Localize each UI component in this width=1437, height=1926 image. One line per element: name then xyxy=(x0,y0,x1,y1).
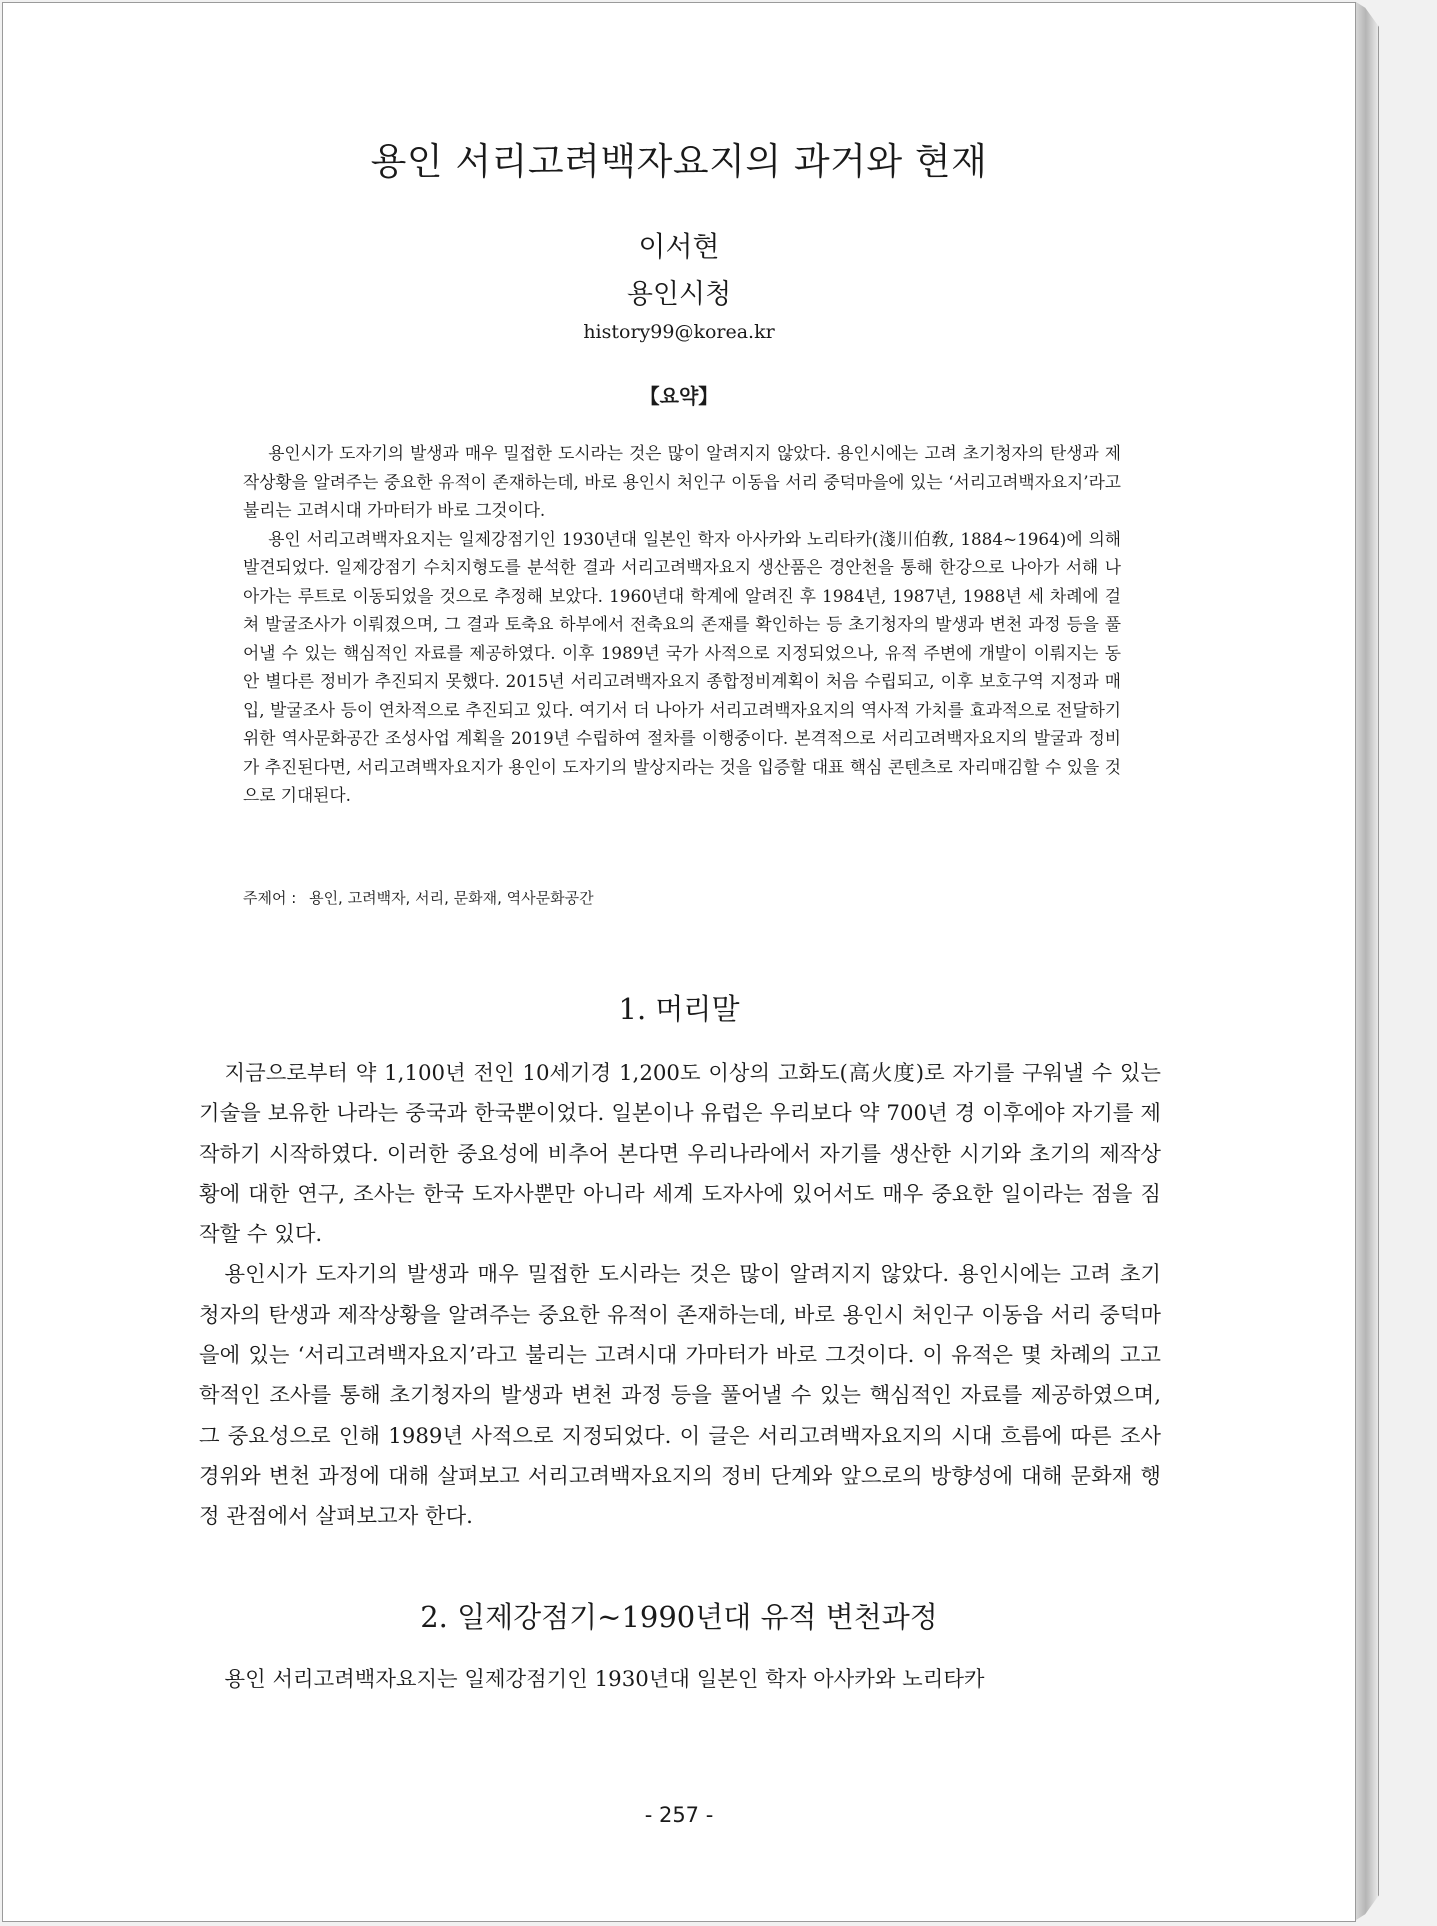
author-name: 이서현 xyxy=(638,230,720,263)
keywords xyxy=(243,887,594,908)
document-page xyxy=(2,2,1356,1922)
page-number: - 257 - xyxy=(644,1803,714,1827)
keywords-label: 주제어 : xyxy=(243,889,297,907)
page-curl-edge xyxy=(1356,2,1379,1920)
section-body-2 xyxy=(199,1660,1161,1700)
body-paragraph: 용인시가 도자기의 발생과 매우 밀접한 도시라는 것은 많이 알려지지 않았다. 용인시에는 고려 초기 청자의 탄생과 제작상황을 알려주는 중요한 유적이 존재하는데, 바로 용인시 처인구 이동읍 서리 중덕마을에 있는 ‘서리고려백자요지’라고 불리는 고려시대 가마터가 바로 그것이다. 이 유적은 몇 차례의 고고학적인 조사를 통해 초기청자의 발생과 변천 과정 등을 풀어낼 수 있는 핵심적인 자료를 제공하였으며, 그 중요성으로 인해 1989년 사적으로 지정되었다. 이 글은 서리고려백자요지의 시대 흐름에 따른 조사 경위와 변천 과정에 대해 살펴보고 서리고려백자요지의 정비 단계와 앞으로의 방향성에 대해 문화재 행정 관점에서 살펴보고자 한다. xyxy=(199,1262,1162,1530)
section-heading-2: 2. 일제강점기~1990년대 유적 변천과정 xyxy=(420,1600,938,1634)
paper-title: 용인 서리고려백자요지의 과거와 현재 xyxy=(370,140,988,183)
abstract-heading: 【요약】 xyxy=(639,384,719,408)
section-body-1 xyxy=(199,1054,1161,1538)
keywords-text: 용인, 고려백자, 서리, 문화재, 역사문화공간 xyxy=(309,889,594,907)
abstract xyxy=(243,439,1121,810)
body-paragraph: 용인 서리고려백자요지는 일제강점기인 1930년대 일본인 학자 아사카와 노리타카 xyxy=(224,1667,985,1692)
abstract-paragraph: 용인시가 도자기의 발생과 매우 밀접한 도시라는 것은 많이 알려지지 않았다. 용인시에는 고려 초기청자의 탄생과 제작상황을 알려주는 중요한 유적이 존재하는데, 바로 용인시 처인구 이동읍 서리 중덕마을에 있는 ‘서리고려백자요지’라고 불리는 고려시대 가마터가 바로 그것이다. xyxy=(243,443,1121,520)
author-email: history99@korea.kr xyxy=(583,321,775,343)
author-affiliation: 용인시청 xyxy=(626,279,732,310)
abstract-paragraph: 용인 서리고려백자요지는 일제강점기인 1930년대 일본인 학자 아사카와 노리타카(淺川伯敎, 1884~1964)에 의해 발견되었다. 일제강점기 수치지형도를 분석한 결과 서리고려백자요지 생산품은 경안천을 통해 한강으로 나아가 서해 나아가는 루트로 이동되었을 것으로 추정해 보았다. 1960년대 학계에 알려진 후 1984년, 1987년, 1988년 세 차례에 걸쳐 발굴조사가 이뤄졌으며, 그 결과 토축요 하부에서 전축요의 존재를 확인하는 등 초기청자의 발생과 변천 과정 등을 풀어낼 수 있는 핵심적인 자료를 제공하였다. 이후 1989년 국가 사적으로 지정되었으나, 유적 주변에 개발이 이뤄지는 동안 별다른 정비가 추진되지 못했다. 2015년 서리고려백자요지 종합정비계획이 처음 수립되고, 이후 보호구역 지정과 매입, 발굴조사 등이 연차적으로 추진되고 있다. 여기서 더 나아가 서리고려백자요지의 역사적 가치를 효과적으로 전달하기 위한 역사문화공간 조성사업 계획을 2019년 수립하여 절차를 이행중이다. 본격적으로 서리고려백자요지의 발굴과 정비가 추진된다면, 서리고려백자요지가 용인이 도자기의 발상지라는 것을 입증할 대표 핵심 콘텐츠로 자리매김할 수 있을 것으로 기대된다. xyxy=(243,528,1121,805)
body-paragraph: 지금으로부터 약 1,100년 전인 10세기경 1,200도 이상의 고화도(高火度)로 자기를 구워낼 수 있는 기술을 보유한 나라는 중국과 한국뿐이었다. 일본이나 유럽은 우리보다 약 700년 경 이후에야 자기를 제작하기 시작하였다. 이러한 중요성에 비추어 본다면 우리나라에서 자기를 생산한 시기와 초기의 제작상황에 대한 연구, 조사는 한국 도자사뿐만 아니라 세계 도자사에 있어서도 매우 중요한 일이라는 점을 짐작할 수 있다. xyxy=(199,1061,1161,1248)
section-heading-1: 1. 머리말 xyxy=(618,992,740,1026)
